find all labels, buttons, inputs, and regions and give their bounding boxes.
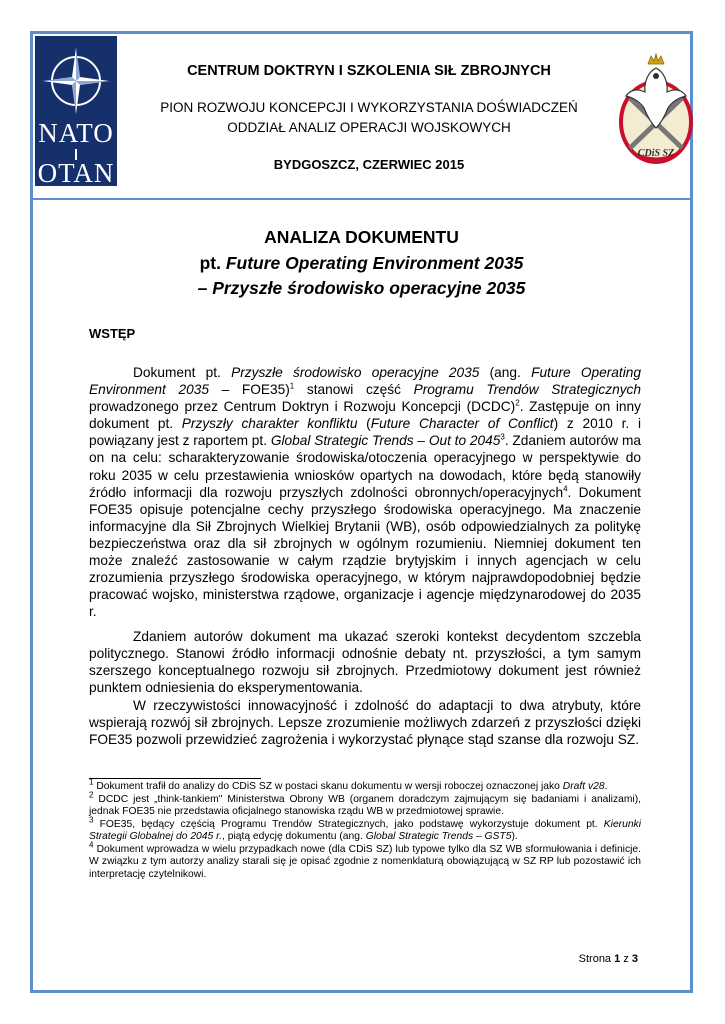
division-name: PION ROZWOJU KONCEPCJI I WYKORZYSTANIA DOŚWIADCZEŃ (160, 100, 578, 115)
paragraph-3: W rzeczywistości innowacyjność i zdolność do adaptacji to dwa atrybuty, które wspierają rozwój sił zbrojnych. Lepsze zrozumienie możliwych zdarzeń z przyszłości dzięki FOE35 pozwoli przewidzieć zagrożenia i wykorzystać płynące stąd szanse dla rozwoju SZ. (89, 698, 641, 748)
header-divider (33, 198, 690, 200)
footnote-3: $^3$ FOE35, będący częścią Programu Trendów Strategicznych, jako podstawę wykorzystuje dokument pt. Kierunki Strategii Globalnej do 2045 r., piątą edycję dokumentu (ang. Global Strategic Trends – GST5). (89, 815, 641, 842)
section-heading: WSTĘP (89, 326, 136, 341)
footnote-ref-2: 2 (515, 398, 520, 408)
paragraph-1: Dokument pt. Przyszłe środowisko operacyjne 2035 (ang. Future Operating Environment 2035 – FOE35)$^1$ stanowi część Programu Trendów Strategicznych prowadzonego przez Centrum Doktryn i Rozwoju Koncepcji (DCDC)$^2$. Zastępuje on inny dokument pt. Przyszły charakter konfliktu (Future Character of Conflict) z 2010 r. i powiązany jest z raportem pt. Global Strategic Trends – Out to 2045$^3$. Zdaniem autorów ma on na celu: scharakteryzowanie środowiska/otoczenia operacyjnego w perspektywie do roku 2035 w celu przestawienia wniosków opartych na dowodach, które będą stanowiły źródło informacji dla rozwoju przyszłych zdolności obronnych/operacyjnych$^4$. Dokument FOE35 opisuje potencjalne cechy przyszłego środowiska operacyjnego. Ma znaczenie informacyjne dla Sił Zbrojnych Wielkiej Brytanii (WB), osób odpowiedzialnych za politykę bezpieczeństwa oraz dla sił zbrojnych w ogólnym rozumieniu. Niemniej dokument ten może znaleźć zastosowanie w całym rządzie brytyjskim i innych agencjach w celu zrozumienia przyszłego środowiska operacyjnego, w którym najprawdopodobniej będzie pracować wojsko, ministerstwa rządowe, organizacje i agencje międzynarodowej do 2035 r. (89, 365, 642, 620)
page-frame (30, 31, 693, 993)
footnote-4: $^4$ Dokument wprowadza w wielu przypadkach nowe (dla CDiS SZ) lub typowe tylko dla SZ WB sformułowania i definicje. W związku z tym autorzy analizy starali się je opisać zgodnie z nomenklaturą obowiązującą w SZ RP lub pozostawić ich interpretację czytelnikowi. (89, 840, 641, 880)
doc-title-line2: pt. Future Operating Environment 2035 (199, 253, 524, 273)
doc-title: ANALIZA DOKUMENTU (264, 227, 459, 247)
nato-compass-icon (41, 46, 111, 116)
nato-text: NATO (38, 118, 114, 148)
footnote-ref-4: 4 (563, 484, 568, 494)
page-number: Strona 1 z 3 (578, 953, 638, 965)
cdis-emblem-icon (618, 48, 694, 168)
header (33, 34, 690, 198)
footnote-separator (89, 778, 261, 779)
org-name: CENTRUM DOKTRYN I SZKOLENIA SIŁ ZBROJNYCH (187, 63, 551, 79)
footnote-1: $^1$ Dokument trafił do analizy do CDiS SZ w postaci skanu dokumentu w wersji roboczej oznaczonej jako Draft v28. (89, 777, 608, 792)
nato-logo (35, 36, 117, 186)
paragraph-2: Zdaniem autorów dokument ma ukazać szeroki kontekst decydentom szczebla politycznego. Stanowi źródło informacji odnośnie debaty nt. przyszłości, a tym samym szerszego konceptualnego rozwoju sił zbrojnych. Przedmiotowy dokument jest również punktem odniesienia do eksperymentowania. (89, 629, 641, 696)
otan-text: OTAN (37, 158, 115, 188)
footnotes (89, 777, 641, 881)
place-date: BYDGOSZCZ, CZERWIEC 2015 (273, 157, 465, 172)
department-name: ODDZIAŁ ANALIZ OPERACJI WOJSKOWYCH (227, 120, 511, 135)
emblem-label: CDiS SZ (637, 148, 675, 159)
footnote-ref-1: 1 (289, 381, 295, 391)
footnote-ref-3: 3 (500, 432, 505, 442)
footnote-2: $^2$ DCDC jest „think-tankiem" Ministerstwa Obrony WB (organem doradczym zajmującym się badaniami i analizami), jednak FOE35 nie przedstawia oficjalnego stanowiska rządu WB w przedmiotowej sprawie. (89, 790, 641, 817)
doc-title-line3: – Przyszłe środowisko operacyjne 2035 (197, 278, 526, 298)
